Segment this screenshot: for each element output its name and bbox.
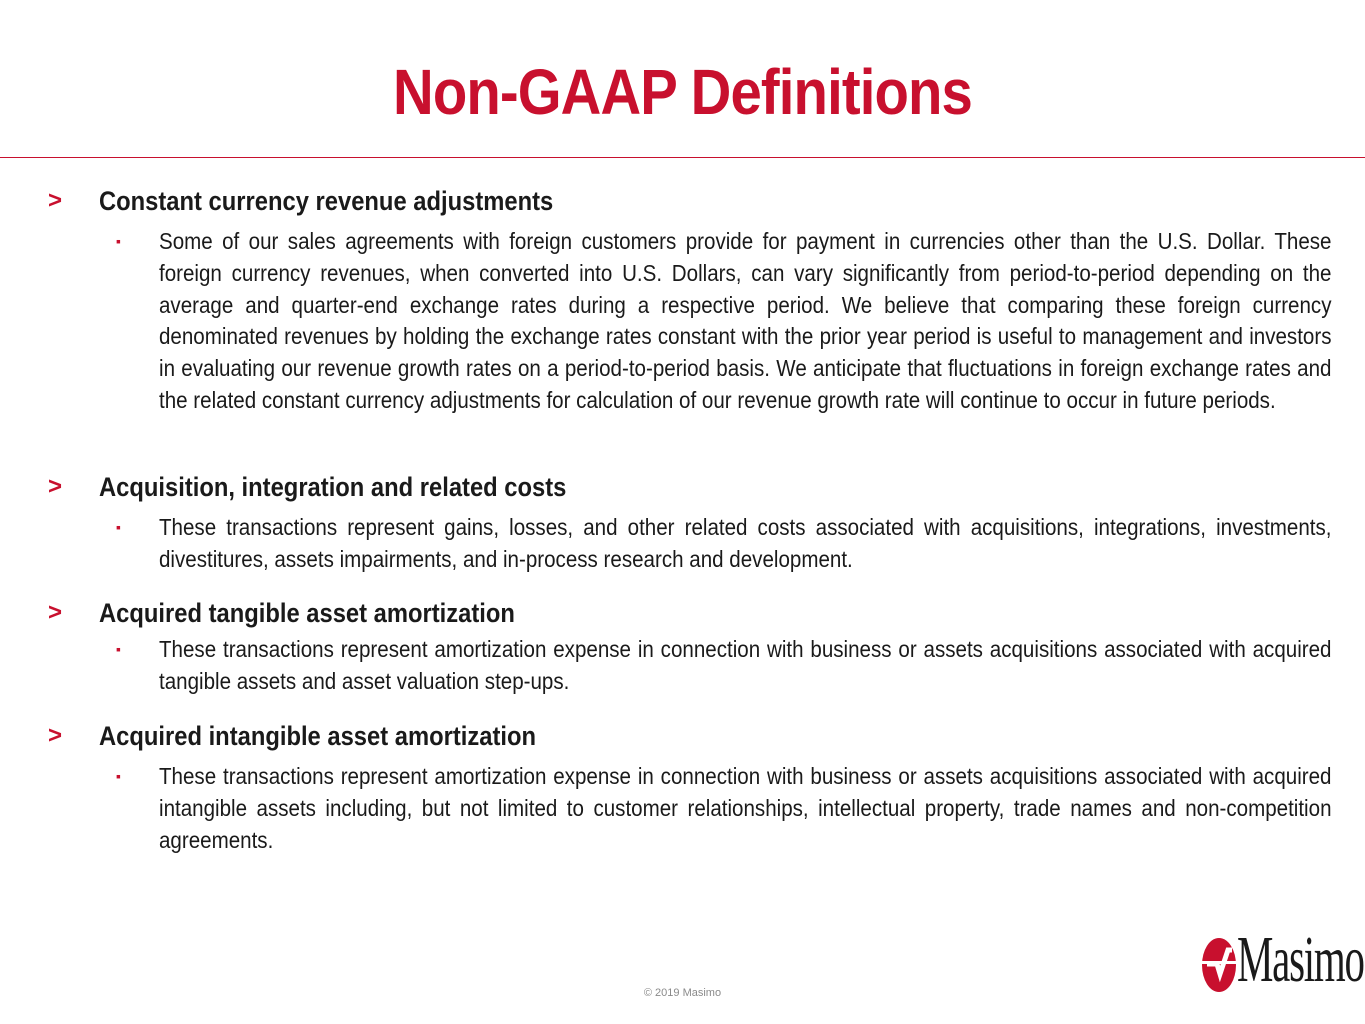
chevron-right-icon: > [48,473,63,500]
masimo-logo-text: Masimo [1237,923,1364,996]
square-bullet-icon: ▪ [116,519,121,535]
masimo-logo [1200,923,1364,998]
chevron-right-icon: > [48,599,63,626]
square-bullet-icon: ▪ [116,641,121,657]
section-heading: Acquired tangible asset amortization [99,598,515,628]
section-body: These transactions represent amortization expense in connection with business or assets acquisitions associated with acquired intangible assets including, but not limited to customer relationships, intellectual property, trade names and non-competition agreements. [159,763,1332,853]
section-heading: Constant currency revenue adjustments [99,186,554,216]
section-heading: Acquired intangible asset amortization [99,721,537,751]
section-heading: Acquisition, integration and related costs [99,472,567,502]
masimo-logo-icon [1200,926,1238,996]
section-body: These transactions represent amortization expense in connection with business or assets acquisitions associated with acquired tangible assets and asset valuation step-ups. [159,636,1332,694]
section-body: Some of our sales agreements with foreign customers provide for payment in currencies other than the U.S. Dollar. These foreign currency revenues, when converted into U.S. Dollars, can vary significantly from period-to-period depending on the average and quarter-end exchange rates during a respective period. We believe that comparing these foreign currency denominated revenues by holding the exchange rates constant with the prior year period is useful to management and investors in evaluating our revenue growth rates on a period-to-period basis. We anticipate that fluctuations in foreign exchange rates and the related constant currency adjustments for calculation of our revenue growth rate will continue to occur in future periods. [159,228,1332,413]
chevron-right-icon: > [48,722,63,749]
square-bullet-icon: ▪ [116,768,121,784]
section-body: These transactions represent gains, losses, and other related costs associated with acquisitions, integrations, investments, divestitures, assets impairments, and in-process research and development. [159,514,1332,572]
title-divider [0,157,1365,158]
page-title: Non-GAAP Definitions [393,56,972,128]
copyright-footer: © 2019 Masimo [643,987,722,999]
square-bullet-icon: ▪ [116,233,121,249]
chevron-right-icon: > [48,187,63,214]
